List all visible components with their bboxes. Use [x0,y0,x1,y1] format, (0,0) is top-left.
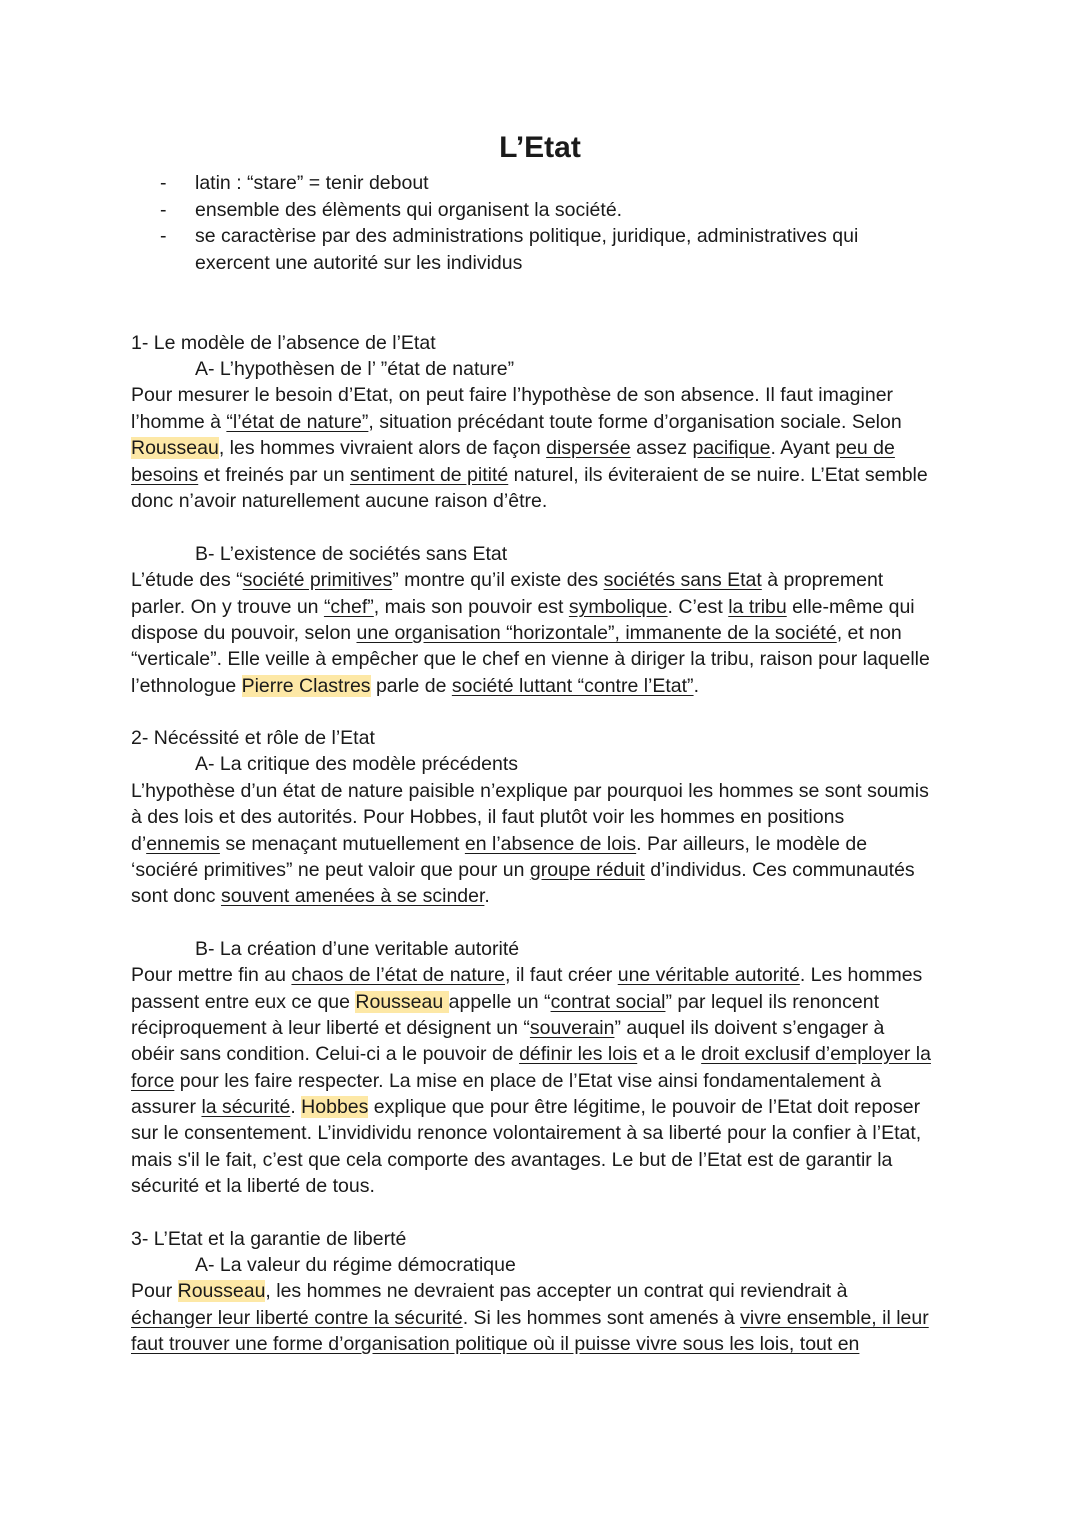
text-segment: Pour [131,1280,178,1302]
text-segment: ” montre qu’il existe des [392,569,604,591]
underlined-phrase: vivre ensemble, il leur [740,1307,929,1329]
subsection-heading [195,936,519,963]
subsection-heading [195,541,507,568]
underlined-phrase: une véritable autorité [617,964,800,986]
text-segment: obéir sans condition. Celui-ci a le pouvoir de [131,1043,520,1065]
underlined-phrase: souvent amenées à se scinder [220,885,485,907]
intro-bullet: - latin : “stare” = tenir debout [160,170,920,197]
section-heading [131,330,436,357]
underlined-phrase: force [131,1070,175,1092]
underlined-phrase: sociétés sans Etat [603,569,762,591]
section-heading [131,1226,406,1253]
body-text-line [131,1094,920,1121]
underlined-phrase: société primitives [242,569,393,591]
body-text-line [131,1331,859,1358]
subsection-heading [195,751,518,778]
text-segment: réciproquement à leur liberté et désignent un “ [131,1017,530,1039]
body-text-line [131,831,867,858]
text-segment: sont donc [131,885,221,907]
text-segment: parler. On y trouve un [131,596,324,618]
underlined-phrase: sentiment de pitité [349,464,509,486]
text-segment: , il faut créer [505,964,618,986]
body-text-line [131,382,893,409]
body-text-line [131,1041,931,1068]
body-text-line [131,1278,848,1305]
body-text-line [131,620,902,647]
text-segment: . Par ailleurs, le modèle de [636,833,868,855]
highlighted-name: Hobbes [301,1096,369,1118]
text-segment: se menaçant mutuellement [219,833,465,855]
text-segment: ” par lequel ils renoncent [665,991,879,1013]
text-segment: naturel, ils éviteraient de se nuire. L’Etat semble [508,464,928,486]
text-segment: 1- Le modèle de l’absence de l’Etat [131,332,436,354]
text-segment: sur le consentement. L’invidividu renonce volontairement à sa liberté pour la confier à l’Etat, [131,1122,922,1144]
text-segment: d’individus. Ces communautés [644,859,915,881]
text-segment: appelle un “ [448,991,551,1013]
underlined-phrase: “chef” [323,596,374,618]
body-text-line [131,1068,881,1095]
text-segment: 3- L’Etat et la garantie de liberté [131,1228,407,1250]
body-text-line [131,883,490,910]
underlined-phrase: dispersée [546,437,631,459]
text-segment: ” auquel ils doivent s’engager à [614,1017,885,1039]
body-text-line [131,1305,929,1332]
body-text-line [131,409,902,436]
underlined-phrase: pacifique [692,437,771,459]
underlined-phrase: contrat social [550,991,666,1013]
body-text-line [131,989,879,1016]
text-segment: A- La critique des modèle précédents [195,753,519,775]
text-segment: mais s'il le fait, c’est que cela comporte des avantages. Le but de l’Etat est de garantir la [131,1149,893,1171]
intro-bullet-list [160,170,920,276]
text-segment: explique que pour être légitime, le pouvoir de l’Etat doit reposer [368,1096,921,1118]
text-segment: dispose du pouvoir, selon [131,622,357,644]
body-text-line [131,646,930,673]
highlighted-name: Pierre Clastres [241,675,371,697]
underlined-phrase: chaos de l’état de nature [291,964,505,986]
highlighted-name: Rousseau [177,1280,266,1302]
underlined-phrase: symbolique [568,596,668,618]
underlined-phrase: besoins [131,464,199,486]
underlined-phrase: souverain [529,1017,615,1039]
text-segment: . Si les hommes sont amenés à [462,1307,741,1329]
text-segment: assurer [131,1096,202,1118]
text-segment: donc n’avoir naturellement aucune raison d’être. [131,490,548,512]
text-segment: et freinés par un [198,464,350,486]
text-segment: assez [630,437,693,459]
underlined-phrase: peu de [835,437,895,459]
body-text-line [131,462,928,489]
body-text-line [131,1015,884,1042]
text-segment: , les hommes ne devraient pas accepter un contrat qui reviendrait à [265,1280,848,1302]
body-text-line [131,435,895,462]
text-segment: Pour mettre fin au [131,964,292,986]
underlined-phrase: en l’absence de lois [464,833,637,855]
text-segment: B- L’existence de sociétés sans Etat [195,543,508,565]
body-text-line [131,1120,921,1147]
underlined-phrase: une organisation “horizontale”, immanente de la société [356,622,837,644]
highlighted-name: Rousseau [131,437,219,459]
body-text-line [131,1173,375,1200]
text-segment: pour les faire respecter. La mise en place de l’Etat vise ainsi fondamentalement à [174,1070,882,1092]
text-segment: A- L’hypothèsen de l’ ”état de nature” [195,358,515,380]
underlined-phrase: ennemis [146,833,220,855]
body-text-line [131,673,699,700]
text-segment: . [290,1096,302,1118]
text-segment: et a le [637,1043,702,1065]
underlined-phrase: faut trouver une forme d’organisation politique où il puisse vivre sous les lois, tout en [131,1333,860,1355]
subsection-heading [195,356,514,383]
text-segment: L’hypothèse d’un état de nature paisible n’explique par pourquoi les hommes se sont soumis [131,780,929,802]
body-text-line [131,804,844,831]
underlined-phrase: société luttant “contre l’Etat” [451,675,694,697]
body-text-line [131,594,915,621]
text-segment: sécurité et la liberté de tous. [131,1175,375,1197]
text-segment: 2- Nécéssité et rôle de l’Etat [131,727,375,749]
text-segment: d’ [131,833,147,855]
body-text-line [131,962,922,989]
intro-bullet: - ensemble des élèments qui organisent la société. [160,197,920,224]
text-segment: , situation précédant toute forme d’organisation sociale. Selon [368,411,902,433]
highlighted-name: Rousseau [355,991,449,1013]
text-segment: à des lois et des autorités. Pour Hobbes, il faut plutôt voir les hommes en positions [131,806,845,828]
body-text-line [131,778,929,805]
text-segment: passent entre eux ce que [131,991,356,1013]
text-segment: “verticale”. Elle veille à empêcher que le chef en vienne à diriger la tribu, raison pour laquelle [131,648,930,670]
text-segment: , les hommes vivraient alors de façon [218,437,547,459]
subsection-heading [195,1252,516,1279]
text-segment: . C’est [667,596,729,618]
underlined-phrase: définir les lois [519,1043,638,1065]
underlined-phrase: droit exclusif d’employer la [701,1043,931,1065]
underlined-phrase: groupe réduit [529,859,645,881]
body-text-line [131,1147,892,1174]
text-segment: Pour mesurer le besoin d’Etat, on peut faire l’hypothèse de son absence. Il faut imaginer [131,384,894,406]
intro-bullet: - se caractèrise par des administrations politique, juridique, administratives qui exercent une autorité sur les individus [160,223,920,276]
text-segment: à proprement [761,569,884,591]
underlined-phrase: la tribu [728,596,787,618]
text-segment: . [693,675,699,697]
text-segment: ‘sociéré primitives” ne peut valoir que pour un [131,859,530,881]
underlined-phrase: “l’état de nature” [226,411,369,433]
text-segment: L’étude des “ [131,569,243,591]
text-segment: l’ethnologue [131,675,242,697]
text-segment: . [484,885,490,907]
body-text-line [131,857,915,884]
text-segment: . Ayant [770,437,836,459]
section-heading [131,725,375,752]
text-segment: elle-même qui [786,596,915,618]
underlined-phrase: échanger leur liberté contre la sécurité [131,1307,463,1329]
body-text-line [131,488,547,515]
text-segment: , mais son pouvoir est [373,596,569,618]
body-text-line [131,567,883,594]
text-segment: . Les hommes [799,964,923,986]
underlined-phrase: la sécurité [201,1096,291,1118]
text-segment: A- La valeur du régime démocratique [195,1254,516,1276]
text-segment: , et non [836,622,902,644]
document-title: L’Etat [499,131,581,164]
text-segment: l’homme à [131,411,227,433]
text-segment: B- La création d’une veritable autorité [195,938,520,960]
text-segment: parle de [370,675,452,697]
